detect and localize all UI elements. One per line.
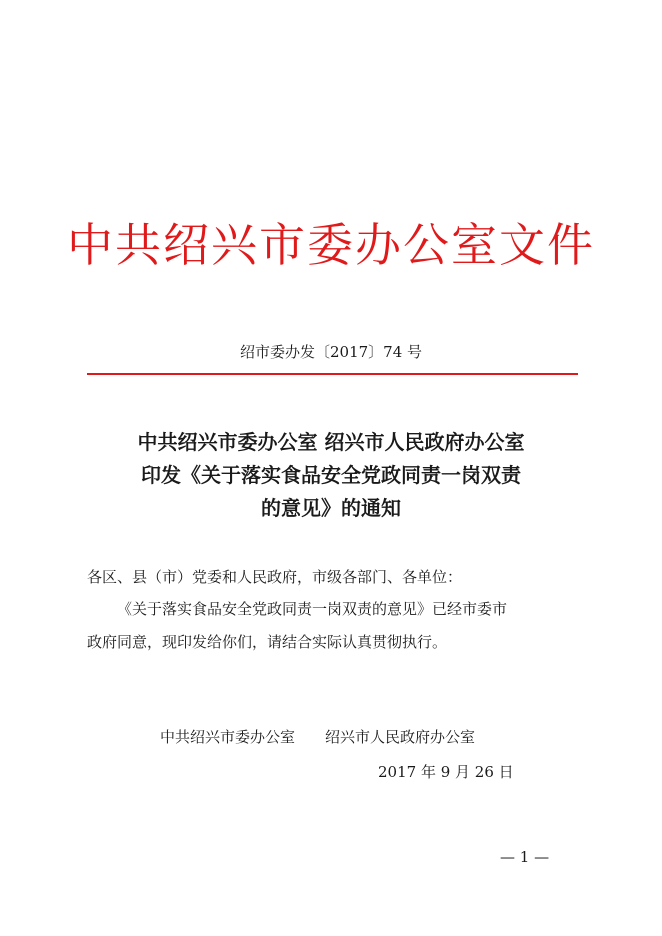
page-number: — 1 — — [500, 848, 550, 866]
body-paragraph-line-2: 政府同意，现印发给你们，请结合实际认真贯彻执行。 — [87, 633, 448, 651]
notice-title-line-1: 中共绍兴市委办公室 绍兴市人民政府办公室 — [137, 430, 525, 454]
body-paragraph-line-1: 《关于落实食品安全党政同责一岗双责的意见》已经市委市 — [117, 600, 508, 618]
issue-date: 2017 年 9 月 26 日 — [378, 763, 514, 781]
document-number: 绍市委办发〔2017〕74 号 — [239, 343, 423, 361]
red-divider-line — [87, 373, 578, 375]
notice-title-line-3: 的意见》的通知 — [261, 496, 401, 520]
document-header-title: 中共绍兴市委办公室文件 — [67, 218, 595, 272]
issuer-government-office: 绍兴市人民政府办公室 — [325, 728, 476, 746]
notice-title-line-2: 印发《关于落实食品安全党政同责一岗双责 — [141, 463, 521, 487]
recipients-line: 各区、县（市）党委和人民政府，市级各部门、各单位： — [87, 568, 463, 586]
signature-block — [160, 725, 475, 749]
notice-title — [60, 426, 602, 525]
issuer-party-office: 中共绍兴市委办公室 — [160, 728, 296, 746]
